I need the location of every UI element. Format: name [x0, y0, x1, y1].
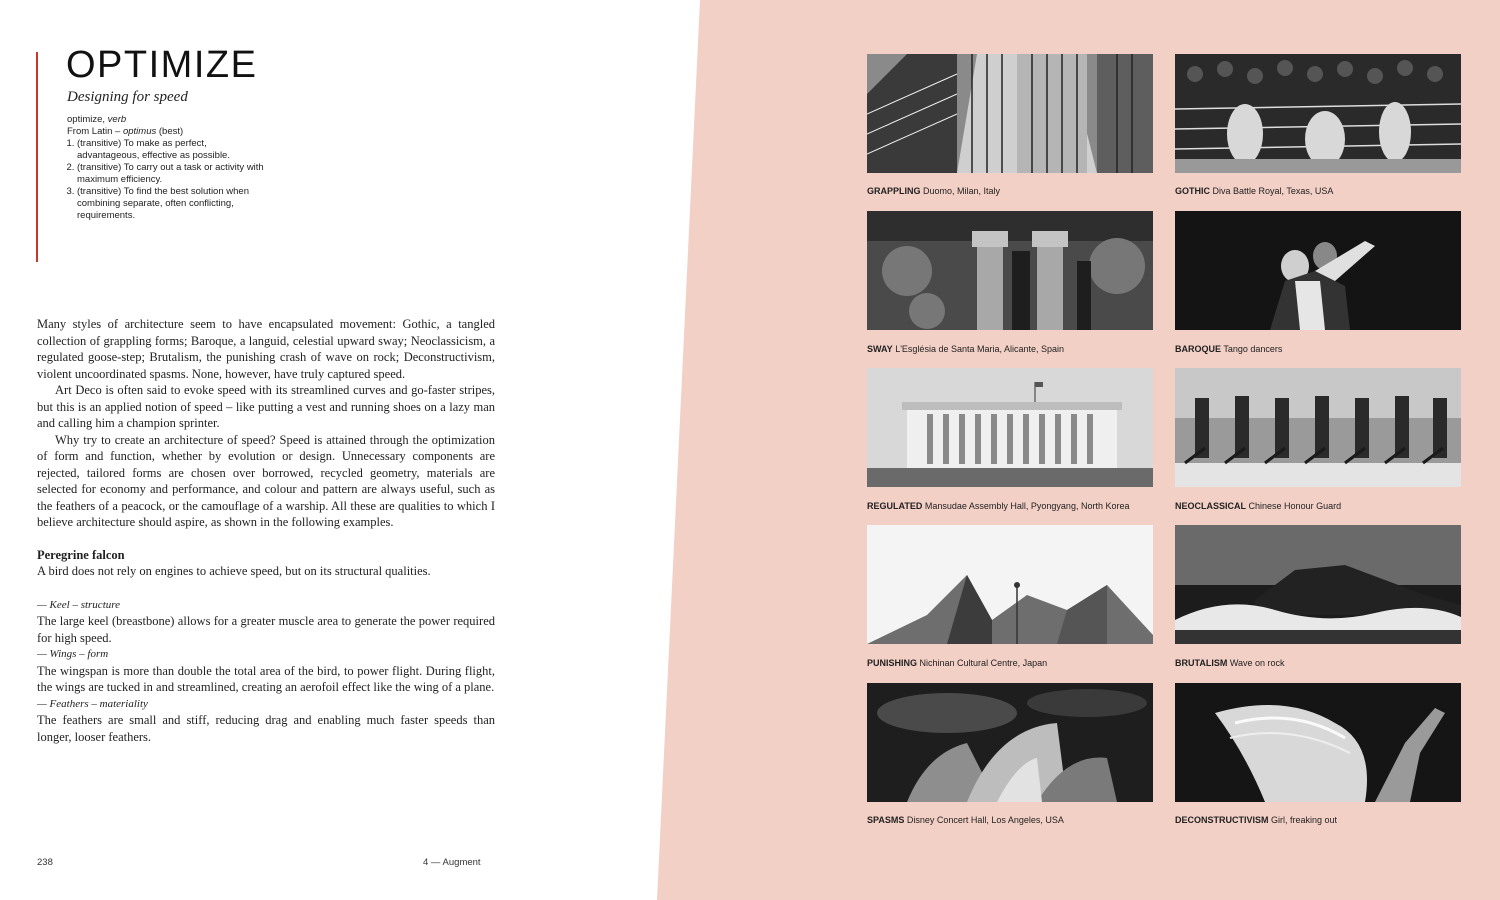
photo-duomo-milan	[867, 54, 1153, 173]
point-text: The wingspan is more than double the total area of the bird, to power flight. During flight, the wings are tucked in and streamlined, creating an aerofoil effect like the wing of a plane.	[37, 663, 495, 694]
photo-wave-on-rock	[1175, 525, 1461, 644]
body-paragraph: Many styles of architecture seem to have encapsulated movement: Gothic, a tangled collection of grappling forms; Baroque, a languid, celestial upward sway; Neoclassicism, a regulated goose-step; Brutalism, the punishing crash of wave on rock; Deconstructivism, violent uncoordinated spasms. None, however, have truly captured speed.	[37, 317, 495, 381]
definition-sense: 1. (transitive) To make as perfect, advantageous, effective as possible.	[77, 138, 267, 162]
caption: SWAY L'Església de Santa Maria, Alicante, Spain	[867, 344, 1065, 354]
page-number: 238	[37, 857, 53, 868]
photo-tango-dancers	[1175, 211, 1461, 330]
definition-sense: 2. (transitive) To carry out a task or activity with maximum efficiency.	[77, 162, 267, 186]
section-heading: Peregrine falcon	[37, 547, 125, 562]
photo-diva-battle-royal	[1175, 54, 1461, 173]
photo-disney-concert-hall	[867, 683, 1153, 802]
definition-sense: 3. (transitive) To find the best solution when combining separate, often conflicting, requirements.	[77, 186, 267, 222]
caption: BAROQUE Tango dancers	[1175, 344, 1283, 354]
definition-pos: verb	[107, 114, 127, 125]
body-paragraph: Art Deco is often said to evoke speed with its streamlined curves and go-faster stripes, but this is an applied notion of speed – like putting a vest and running shoes on a lazy man and calling him a champion sprinter.	[37, 383, 495, 430]
left-page	[0, 0, 700, 900]
photo-girl-freaking-out	[1175, 683, 1461, 802]
page-subtitle: Designing for speed	[67, 89, 188, 105]
point-label: — Feathers – materiality	[37, 697, 148, 710]
point-text: The large keel (breastbone) allows for a greater muscle area to generate the power required for high speed.	[37, 614, 495, 645]
page-title: OPTIMIZE	[66, 44, 258, 86]
definition-word: optimize,	[67, 114, 106, 125]
caption: REGULATED Mansudae Assembly Hall, Pyongyang, North Korea	[867, 501, 1130, 511]
accent-rule	[36, 52, 38, 262]
photo-mansudae-assembly-hall	[867, 368, 1153, 487]
definition-origin: From Latin – optimus (best)	[67, 126, 184, 137]
caption: NEOCLASSICAL Chinese Honour Guard	[1175, 501, 1342, 511]
caption: SPASMS Disney Concert Hall, Los Angeles, USA	[867, 815, 1064, 825]
caption: BRUTALISM Wave on rock	[1175, 658, 1285, 668]
photo-nichinan-cultural-centre	[867, 525, 1153, 644]
section-intro: A bird does not rely on engines to achieve speed, but on its structural qualities.	[37, 564, 431, 578]
body-text	[37, 316, 495, 745]
caption: DECONSTRUCTIVISM Girl, freaking out	[1175, 815, 1338, 825]
dictionary-definition	[67, 114, 267, 222]
point-text: The feathers are small and stiff, reducing drag and enabling much faster speeds than longer, looser feathers.	[37, 713, 495, 744]
definition-senses	[67, 138, 267, 222]
caption: PUNISHING Nichinan Cultural Centre, Japan	[867, 658, 1048, 668]
running-footer: 4 — Augment	[423, 857, 481, 868]
body-paragraph: Why try to create an architecture of speed? Speed is attained through the optimization of form and function, whether by evolution or design. Unnecessary components are rejected, tailored forms are chosen over borrowed, recycled geometry, materials are selected for economy and performance, and colour and pattern are always useful, such as the feathers of a peacock, or the camouflage of a warship. All these are qualities to which I believe architecture should aspire, as shown in the following examples.	[37, 432, 495, 529]
caption: GRAPPLING Duomo, Milan, Italy	[867, 186, 1001, 196]
photo-santa-maria-alicante	[867, 211, 1153, 330]
caption: GOTHIC Diva Battle Royal, Texas, USA	[1175, 186, 1334, 196]
point-label: — Wings – form	[37, 648, 109, 660]
point-label: — Keel – structure	[37, 598, 120, 611]
definition-headword	[67, 114, 267, 126]
photo-chinese-honour-guard	[1175, 368, 1461, 487]
